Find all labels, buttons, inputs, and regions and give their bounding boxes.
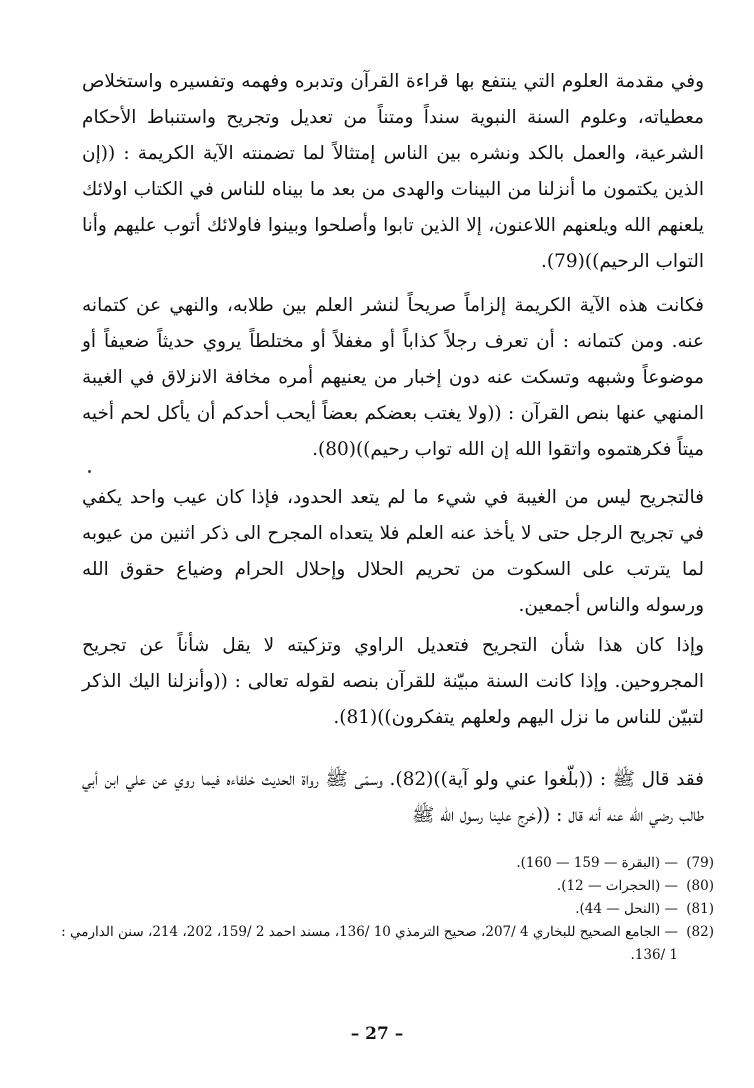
footnote-82 <box>60 921 714 967</box>
paragraph-5 <box>82 762 704 834</box>
footnote-81 <box>60 898 714 921</box>
paragraph-2 <box>82 288 704 468</box>
footnote-text: — (الحجرات — 12). <box>556 878 678 894</box>
paragraph-text: فقد قال ﷺ : ((بلّغوا عني ولو آية))(82). وسمّى ﷺ رواة الحديث خلفاءه فيما روي عن علي ابن أبي طالب رضي الله عنه أنه قال : ((خرج علينا رسول الله ﷺ <box>82 769 704 826</box>
footnote-79 <box>60 852 714 875</box>
footnote-text: — (البقرة — 159 — 160). <box>516 855 678 871</box>
page-number: – 27 – <box>350 1024 404 1044</box>
paragraph-text: وفي مقدمة العلوم التي ينتفع بها قراءة القرآن وتدبره وفهمه وتفسيره واستخلاص معطياته، وعلوم السنة النبوية سنداً ومتناً من تعديل وتجريح واستنباط الأحكام الشرعية، والعمل بالكد ونشره بين الناس إمتثالاً لما تضمنته الآية الكريمة : ((إن الذين يكتمون ما أنزلنا من البينات والهدى من بعد ما بيناه للناس في الكتاب اولائك يلعنهم الله ويلعنهم اللاعنون، إلا الذين تابوا وأصلحوا وبينوا فاولائك أتوب عليهم وأنا التواب الرحيم))(79). <box>82 71 704 272</box>
footnotes <box>60 852 714 967</box>
paragraph-text: وإذا كان هذا شأن التجريح فتعديل الراوي وتزكيته لا يقل شأناً عن تجريح المجروحين. وإذا كانت السنة مبيّنة للقرآن بنصه لقوله تعالى : ((وأنزلنا اليك الذكر لتبيّن للناس ما نزل اليهم ولعلهم يتفكرون))(81). <box>82 635 704 728</box>
footnote-number: (81) <box>686 901 714 917</box>
paragraph-text: فكانت هذه الآية الكريمة إلزاماً صريحاً لنشر العلم بين طلابه، والنهي عن كتمانه عنه. ومن كتمانه : أن تعرف رجلاً كذاباً أو مغفلاً أو مختلطاً يروي حديثاً ضعيفاً أو موضوعاً وشبهه وتسكت عنه دون إخبار من يعنيهم أمره مخافة الانزلاق في الغيبة المنهي عنها بنص القرآن : ((ولا يغتب بعضكم بعضاً أيحب أحدكم أن يأكل لحم أخيه ميتاً فكرهتموه واتقوا الله إن الله تواب رحيم))(80). <box>82 295 704 460</box>
footnote-80 <box>60 875 714 898</box>
footnote-number: (82) <box>686 924 714 940</box>
footnote-number: (80) <box>686 878 714 894</box>
footnote-number: (79) <box>686 855 714 871</box>
paragraph-1 <box>82 64 704 280</box>
footnote-text: — الجامع الصحيح للبخاري 4 /207، صحيح الترمذي 10 /136، مسند احمد 2 /159، 202، 214، سنن الدارمي : 1 /136. <box>61 924 678 963</box>
footnote-text: — (النحل — 44). <box>575 901 678 917</box>
paragraph-3 <box>82 480 704 624</box>
paragraph-4 <box>82 628 704 736</box>
paragraph-text: فالتجريح ليس من الغيبة في شيء ما لم يتعد الحدود، فإذا كان عيب واحد يكفي في تجريح الرجل حتى لا يأخذ عنه العلم فلا يتعداه المجرح الى ذكر اثنين من عيوبه لما يترتب على السكوت من تحريم الحلال وإحلال الحرام وضياع حقوق الله ورسوله والناس أجمعين. <box>82 487 704 616</box>
stray-mark <box>88 470 91 473</box>
